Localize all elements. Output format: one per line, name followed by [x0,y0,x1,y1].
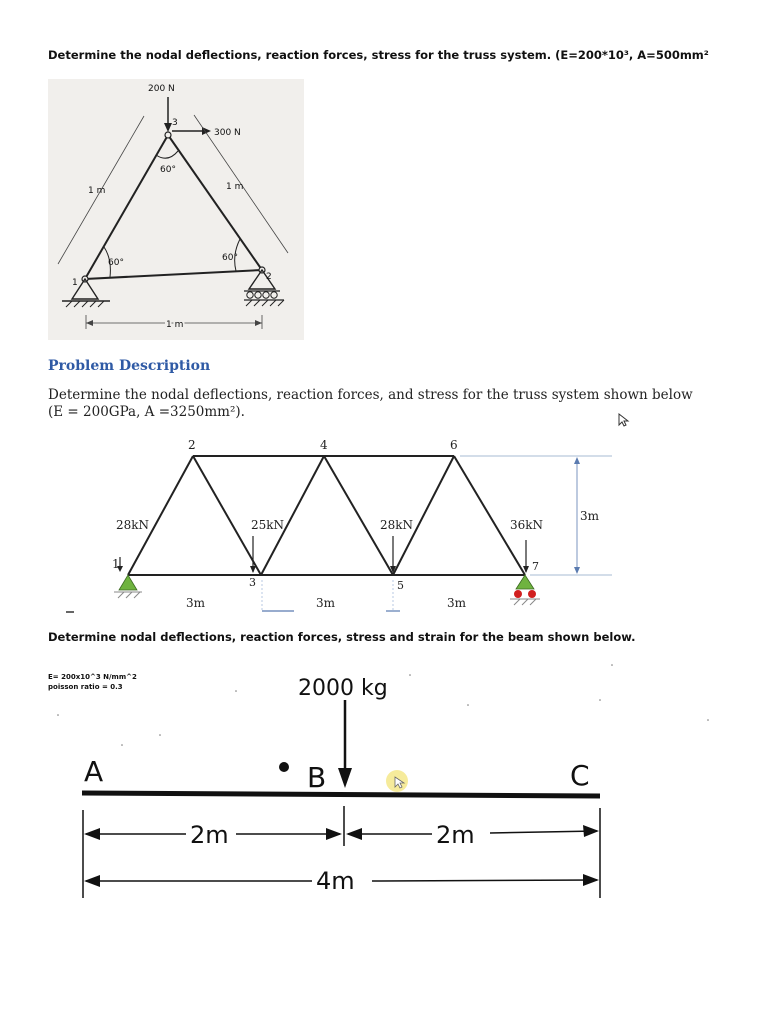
question-1-text: Determine the nodal deflections, reaction forces, stress for the truss system. (E=200*10³, A=500mm² [48,48,709,62]
dimension-left-2m-label: 2m [190,821,229,849]
dimension-total-4m-label: 4m [316,867,355,895]
point-c-label: C [570,759,590,792]
dimension-right-2m-label: 2m [436,821,475,849]
property-e-label: E= 200x10^3 N/mm^2 [48,673,137,681]
node-2-label: 2 [266,272,272,282]
load-200n-label: 200 N [148,84,175,94]
length-bottom-label: 1 m [166,320,184,330]
span-2-label: 3m [316,596,336,610]
angle-left-label: 60° [108,258,124,268]
triangle-truss-figure [48,79,304,340]
node-1-label: 1 [72,278,78,288]
angle-top-label: 60° [160,165,176,175]
load-300n-label: 300 N [214,128,241,138]
node-5-label: 5 [397,579,404,592]
length-right-label: 1 m [226,182,244,192]
node-3-label: 3 [249,576,256,589]
node-6-label: 6 [450,438,458,452]
point-b-label: B [307,761,327,794]
load-28kn-left-label: 28kN [116,518,150,532]
problem-description-text [48,387,693,421]
beam-figure [0,655,768,905]
node-3-label: 3 [172,118,178,128]
span-1-label: 3m [186,596,206,610]
node-2-label: 2 [188,438,196,452]
node-7-label: 7 [532,560,539,573]
problem-description-title: Problem Description [48,358,211,374]
node-1-label: 1 [112,557,120,571]
angle-right-label: 60° [222,253,238,263]
problem-description-line-1: Determine the nodal deflections, reaction forces, and stress for the truss system shown below [48,387,693,403]
cursor-icon [618,413,628,427]
warren-truss-figure [0,430,768,620]
height-label: 3m [580,509,600,523]
span-3-label: 3m [447,596,467,610]
load-28kn-right-label: 28kN [380,518,414,532]
problem-description-line-2: (E = 200GPa, A =3250mm²). [48,404,245,420]
length-left-label: 1 m [88,186,106,196]
node-4-label: 4 [320,438,328,452]
load-25kn-label: 25kN [251,518,285,532]
point-a-label: A [84,755,104,788]
load-36kn-label: 36kN [510,518,544,532]
property-poisson-label: poisson ratio = 0.3 [48,683,123,691]
question-3-text: Determine nodal deflections, reaction forces, stress and strain for the beam shown below. [48,630,636,644]
load-2000kg-label: 2000 kg [298,676,388,701]
